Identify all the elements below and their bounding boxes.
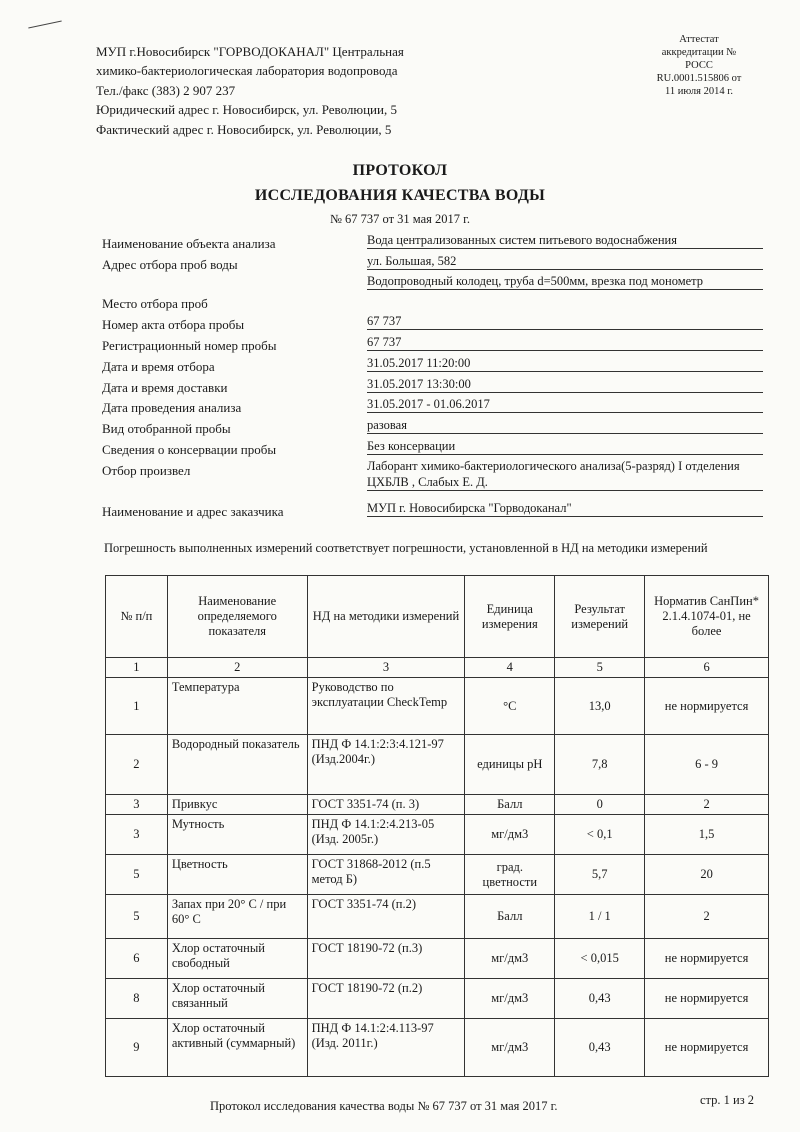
col-header: Норматив СанПин* 2.1.4.1074-01, не более (645, 576, 769, 658)
field-label: Дата и время отбора (102, 359, 215, 374)
field-label: Место отбора проб (102, 296, 208, 311)
field-value: ул. Большая, 582 (367, 253, 763, 270)
indicator-name: Водородный показатель (167, 735, 307, 795)
col-header: Единица измерения (465, 576, 555, 658)
field-label: Дата и время доставки (102, 380, 228, 395)
col-number: 3 (307, 658, 465, 678)
attest-line: аккредитации № (661, 47, 737, 58)
indicator-name: Запах при 20° С / при 60° С (167, 895, 307, 939)
method-nd: Руководство по эксплуатации CheckTemp (307, 678, 465, 735)
norm: не нормируется (645, 939, 769, 979)
accreditation-block (640, 33, 758, 98)
results-table (105, 575, 769, 1077)
col-number: 2 (167, 658, 307, 678)
protocol-number: № 67 737 от 31 мая 2017 г. (329, 212, 471, 226)
norm: 6 - 9 (645, 735, 769, 795)
indicator-name: Хлор остаточный активный (суммарный) (167, 1019, 307, 1077)
row-number: 5 (106, 855, 168, 895)
unit: Балл (465, 795, 555, 815)
column-number-row (106, 658, 769, 678)
field-value: 31.05.2017 - 01.06.2017 (367, 396, 763, 413)
table-row (106, 895, 769, 939)
norm: 1,5 (645, 815, 769, 855)
norm: не нормируется (645, 1019, 769, 1077)
pen-mark (28, 20, 61, 28)
attest-line: RU.0001.515806 от (656, 73, 742, 84)
row-number: 9 (106, 1019, 168, 1077)
col-number: 1 (106, 658, 168, 678)
method-nd: ПНД Ф 14.1:2:4.213-05 (Изд. 2005г.) (307, 815, 465, 855)
unit: °С (465, 678, 555, 735)
table-row (106, 795, 769, 815)
col-number: 4 (465, 658, 555, 678)
col-header: Наименование определяемого показателя (167, 576, 307, 658)
norm: 2 (645, 895, 769, 939)
result: 0 (555, 795, 645, 815)
lab-name: химико-бактериологическая лаборатория водопровода (96, 63, 398, 78)
norm: не нормируется (645, 678, 769, 735)
unit: град. цветности (465, 855, 555, 895)
unit: мг/дм3 (465, 979, 555, 1019)
result: 0,43 (555, 1019, 645, 1077)
method-nd: ГОСТ 31868-2012 (п.5 метод Б) (307, 855, 465, 895)
row-number: 2 (106, 735, 168, 795)
method-nd: ГОСТ 3351-74 (п.2) (307, 895, 465, 939)
row-number: 6 (106, 939, 168, 979)
row-number: 1 (106, 678, 168, 735)
field-label: Сведения о консервации пробы (102, 442, 277, 457)
table-row (106, 815, 769, 855)
field-label: Номер акта отбора пробы (102, 317, 245, 332)
footer-text: Протокол исследования качества воды № 67 737 от 31 мая 2017 г. (210, 1099, 558, 1113)
indicator-name: Цветность (167, 855, 307, 895)
row-number: 5 (106, 895, 168, 939)
result: < 0,1 (555, 815, 645, 855)
doc-title: ПРОТОКОЛ (352, 162, 448, 179)
field-value: 67 737 (367, 313, 763, 330)
result: 5,7 (555, 855, 645, 895)
field-label: Регистрационный номер пробы (102, 338, 277, 353)
actual-address: Фактический адрес г. Новосибирск, ул. Революции, 5 (96, 122, 392, 137)
doc-subtitle: ИССЛЕДОВАНИЯ КАЧЕСТВА ВОДЫ (254, 187, 546, 204)
col-header: № п/п (106, 576, 168, 658)
field-value: 31.05.2017 11:20:00 (367, 355, 763, 372)
table-row (106, 735, 769, 795)
method-nd: ГОСТ 18190-72 (п.3) (307, 939, 465, 979)
col-header: Результат измерений (555, 576, 645, 658)
result: 13,0 (555, 678, 645, 735)
field-value: 31.05.2017 13:30:00 (367, 376, 763, 393)
indicator-name: Температура (167, 678, 307, 735)
table-row (106, 979, 769, 1019)
row-number: 8 (106, 979, 168, 1019)
table-header-row (106, 576, 769, 658)
row-number: 3 (106, 795, 168, 815)
field-label: Наименование объекта анализа (102, 236, 276, 251)
norm: 20 (645, 855, 769, 895)
unit: мг/дм3 (465, 939, 555, 979)
field-value: Лаборант химико-бактериологического анализа(5-разряд) I отделения ЦХБЛВ , Слабых Е. Д. (367, 458, 763, 491)
field-label: Адрес отбора проб воды (102, 257, 238, 272)
table-row (106, 678, 769, 735)
field-label: Наименование и адрес заказчика (102, 504, 284, 519)
unit: мг/дм3 (465, 1019, 555, 1077)
table-row (106, 1019, 769, 1077)
norm: не нормируется (645, 979, 769, 1019)
field-value: 67 737 (367, 334, 763, 351)
phone-fax: Тел./факс (383) 2 907 237 (96, 83, 236, 98)
result: 0,43 (555, 979, 645, 1019)
method-nd: ПНД Ф 14.1:2:3:4.121-97 (Изд.2004г.) (307, 735, 465, 795)
table-row (106, 855, 769, 895)
field-label: Дата проведения анализа (102, 400, 242, 415)
norm: 2 (645, 795, 769, 815)
legal-address: Юридический адрес г. Новосибирск, ул. Революции, 5 (96, 102, 397, 117)
field-value: Без консервации (367, 438, 763, 455)
field-value: МУП г. Новосибирска "Горводоканал" (367, 500, 763, 517)
indicator-name: Привкус (167, 795, 307, 815)
method-nd: ГОСТ 3351-74 (п. 3) (307, 795, 465, 815)
org-name: МУП г.Новосибирск "ГОРВОДОКАНАЛ" Центральная (96, 44, 404, 59)
col-number: 5 (555, 658, 645, 678)
page-number: стр. 1 из 2 (700, 1093, 755, 1107)
measurement-note: Погрешность выполненных измерений соответствует погрешности, установленной в НД на методики измерений (104, 541, 708, 555)
table-row (106, 939, 769, 979)
field-value: разовая (367, 417, 763, 434)
result: 7,8 (555, 735, 645, 795)
field-label: Вид отобранной пробы (102, 421, 231, 436)
field-value: Водопроводный колодец, труба d=500мм, врезка под монометр (367, 273, 763, 290)
unit: мг/дм3 (465, 815, 555, 855)
result: 1 / 1 (555, 895, 645, 939)
indicator-name: Мутность (167, 815, 307, 855)
indicator-name: Хлор остаточный свободный (167, 939, 307, 979)
result: < 0,015 (555, 939, 645, 979)
col-number: 6 (645, 658, 769, 678)
unit: Балл (465, 895, 555, 939)
attest-line: РОСС (685, 60, 713, 71)
method-nd: ГОСТ 18190-72 (п.2) (307, 979, 465, 1019)
col-header: НД на методики измерений (307, 576, 465, 658)
unit: единицы pH (465, 735, 555, 795)
attest-line: 11 июля 2014 г. (664, 86, 733, 97)
field-value: Вода централизованных систем питьевого водоснабжения (367, 232, 763, 249)
row-number: 3 (106, 815, 168, 855)
attest-line: Аттестат (679, 34, 719, 45)
method-nd: ПНД Ф 14.1:2:4.113-97 (Изд. 2011г.) (307, 1019, 465, 1077)
indicator-name: Хлор остаточный связанный (167, 979, 307, 1019)
field-label: Отбор произвел (102, 463, 191, 478)
